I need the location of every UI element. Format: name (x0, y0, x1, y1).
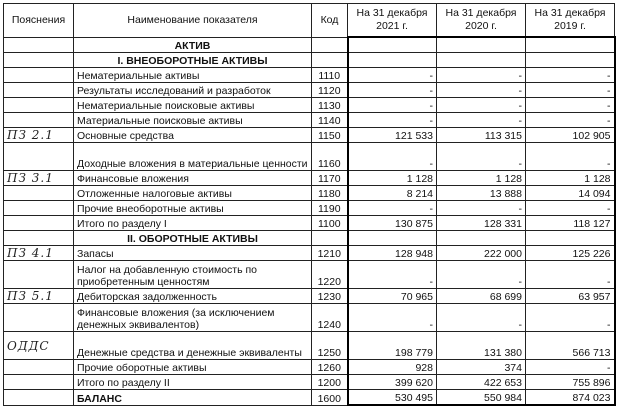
table-row: Доходные вложения в материальные ценности 1160 - - - (4, 143, 615, 171)
handwritten-note: ПЗ 5.1 (4, 289, 74, 304)
table-row: Прочие оборотные активы 1260 928 374 - (4, 360, 615, 375)
balance-sheet-table (3, 3, 616, 406)
subtotal-row: Итого по разделу II 1200 399 620 422 653 755 896 (4, 375, 615, 390)
handwritten-note: ПЗ 2.1 (4, 128, 74, 143)
header-note: Пояснения (4, 4, 74, 38)
section-row (4, 53, 615, 68)
section-row (4, 37, 615, 53)
section-noncurrent: I. ВНЕОБОРОТНЫЕ АКТИВЫ (74, 53, 312, 68)
handwritten-note: ПЗ 3.1 (4, 171, 74, 186)
section-current: II. ОБОРОТНЫЕ АКТИВЫ (74, 231, 312, 246)
section-row (4, 231, 615, 246)
handwritten-note: ПЗ 4.1 (4, 246, 74, 261)
table-row: ПЗ 3.1 Финансовые вложения 1170 1 128 1 128 1 128 (4, 171, 615, 186)
table-row: Результаты исследований и разработок 1120 - - - (4, 83, 615, 98)
table-header-row (4, 4, 615, 38)
table-row: Налог на добавленную стоимость по приобретенным ценностям 1220 - - - (4, 261, 615, 289)
table-row: Нематериальные поисковые активы 1130 - - - (4, 98, 615, 113)
table-row: Финансовые вложения (за исключением денежных эквивалентов) 1240 - - - (4, 304, 615, 332)
table-row: ПЗ 4.1 Запасы 1210 128 948 222 000 125 226 (4, 246, 615, 261)
subtotal-row: Итого по разделу I 1100 130 875 128 331 118 127 (4, 216, 615, 231)
table-row: ПЗ 2.1 Основные средства 1150 121 533 113 315 102 905 (4, 128, 615, 143)
header-code: Код (312, 4, 348, 38)
header-2021: На 31 декабря 2021 г. (348, 4, 437, 38)
header-2020: На 31 декабря 2020 г. (437, 4, 526, 38)
table-row: ОДДС Денежные средства и денежные эквиваленты 1250 198 779 131 380 566 713 (4, 332, 615, 360)
table-row: ПЗ 5.1 Дебиторская задолженность 1230 70 965 68 699 63 957 (4, 289, 615, 304)
table-row: Материальные поисковые активы 1140 - - - (4, 113, 615, 128)
table-row: Нематериальные активы 1110 - - - (4, 68, 615, 83)
table-row: Отложенные налоговые активы 1180 8 214 13 888 14 094 (4, 186, 615, 201)
header-2019: На 31 декабря 2019 г. (526, 4, 615, 38)
balance-total-row: БАЛАНС 1600 530 495 550 984 874 023 (4, 390, 615, 406)
header-name: Наименование показателя (74, 4, 312, 38)
handwritten-note: ОДДС (4, 332, 74, 360)
section-asset: АКТИВ (74, 37, 312, 53)
table-row: Прочие внеоборотные активы 1190 - - - (4, 201, 615, 216)
